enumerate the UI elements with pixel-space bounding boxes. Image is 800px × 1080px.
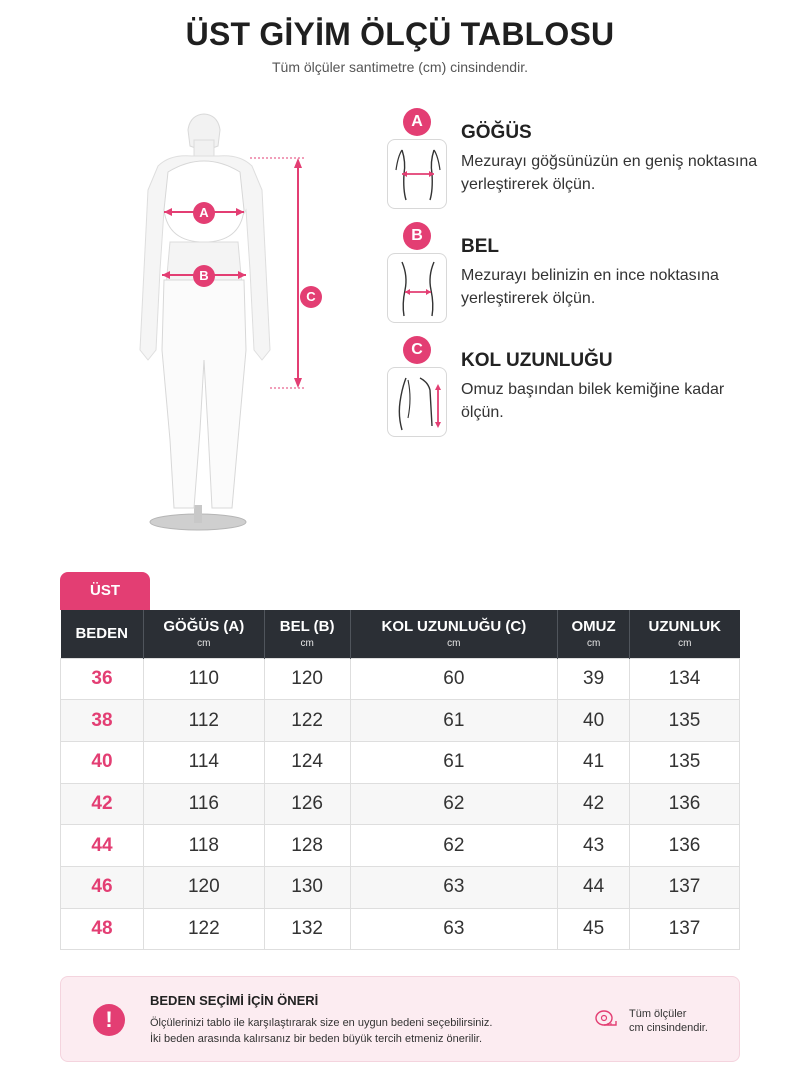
size-table (60, 610, 740, 950)
cell-gogus: 114 (143, 741, 264, 783)
cell-size: 44 (61, 825, 144, 867)
cell-kol: 62 (350, 825, 558, 867)
guide-waist (385, 222, 765, 336)
guide-badge-c: C (403, 336, 431, 364)
cell-uzunluk: 134 (630, 658, 740, 700)
tab-ust[interactable]: ÜST (60, 572, 150, 610)
header-gogus: GÖĞÜS (A) cm (143, 610, 264, 658)
recommendation-line-2: İki beden arasında kalırsanız bir beden büyük tercih etmeniz önerilir. (150, 1033, 483, 1045)
cell-uzunluk: 137 (630, 866, 740, 908)
cell-gogus: 122 (143, 908, 264, 950)
guide-chest (385, 108, 765, 222)
header-omuz: OMUZ cm (558, 610, 630, 658)
page-title: ÜST GİYİM ÖLÇÜ TABLOSU (185, 16, 615, 52)
header-beden: BEDEN (61, 610, 144, 658)
recommendation-box (60, 976, 740, 1062)
table-header-row (61, 610, 740, 658)
cell-omuz: 41 (558, 741, 630, 783)
units-note-line-2: cm cinsindendir. (629, 1022, 708, 1034)
cell-size: 40 (61, 741, 144, 783)
exclamation-icon: ! (93, 1004, 125, 1036)
guide-badge-a: A (403, 108, 431, 136)
page-subtitle: Tüm ölçüler santimetre (cm) cinsindendir. (272, 59, 528, 75)
cell-bel: 132 (264, 908, 350, 950)
cell-kol: 63 (350, 908, 558, 950)
cell-gogus: 120 (143, 866, 264, 908)
table-row (61, 908, 740, 950)
cell-size: 46 (61, 866, 144, 908)
cell-uzunluk: 135 (630, 741, 740, 783)
table-row (61, 741, 740, 783)
cell-size: 48 (61, 908, 144, 950)
cell-uzunluk: 136 (630, 783, 740, 825)
waist-measure-icon (387, 253, 447, 323)
table-row (61, 658, 740, 700)
cell-gogus: 116 (143, 783, 264, 825)
table-row (61, 866, 740, 908)
recommendation-text (150, 1015, 570, 1047)
cell-uzunluk: 137 (630, 908, 740, 950)
guide-desc-waist: Mezurayı belinizin en ince noktasına yerleştirerek ölçün. (461, 267, 719, 307)
guide-title-chest: GÖĞÜS (461, 122, 532, 143)
cell-kol: 63 (350, 866, 558, 908)
cell-omuz: 45 (558, 908, 630, 950)
cell-size: 38 (61, 700, 144, 742)
guide-desc-sleeve: Omuz başından bilek kemiğine kadar ölçün. (461, 381, 725, 421)
cell-bel: 130 (264, 866, 350, 908)
chest-measure-icon (387, 139, 447, 209)
cell-kol: 60 (350, 658, 558, 700)
cell-omuz: 43 (558, 825, 630, 867)
cell-uzunluk: 135 (630, 700, 740, 742)
guide-sleeve (385, 336, 765, 450)
figure-badge-b: B (193, 265, 215, 287)
cell-size: 42 (61, 783, 144, 825)
cell-size: 36 (61, 658, 144, 700)
cell-gogus: 110 (143, 658, 264, 700)
header-bel: BEL (B) cm (264, 610, 350, 658)
cell-gogus: 112 (143, 700, 264, 742)
cell-omuz: 42 (558, 783, 630, 825)
guide-badge-b: B (403, 222, 431, 250)
measurement-guides (385, 108, 765, 450)
cell-kol: 61 (350, 700, 558, 742)
recommendation-line-1: Ölçülerinizi tablo ile karşılaştırarak size en uygun bedeni seçebilirsiniz. (150, 1017, 493, 1029)
cell-bel: 124 (264, 741, 350, 783)
cell-uzunluk: 136 (630, 825, 740, 867)
table-row (61, 825, 740, 867)
units-note-line-1: Tüm ölçüler (629, 1008, 687, 1020)
measuring-tape-icon (595, 1008, 617, 1030)
cell-kol: 62 (350, 783, 558, 825)
figure-badge-a: A (193, 202, 215, 224)
cell-kol: 61 (350, 741, 558, 783)
cell-omuz: 39 (558, 658, 630, 700)
table-row (61, 700, 740, 742)
cell-gogus: 118 (143, 825, 264, 867)
table-row (61, 783, 740, 825)
cell-omuz: 40 (558, 700, 630, 742)
guide-title-sleeve: KOL UZUNLUĞU (461, 350, 613, 371)
cell-omuz: 44 (558, 866, 630, 908)
recommendation-title: BEDEN SEÇİMİ İÇİN ÖNERİ (150, 993, 319, 1008)
header-kol-uzunlugu: KOL UZUNLUĞU (C) cm (350, 610, 558, 658)
header-uzunluk: UZUNLUK cm (630, 610, 740, 658)
sleeve-measure-icon (387, 367, 447, 437)
guide-desc-chest: Mezurayı göğsünüzün en geniş noktasına yerleştirerek ölçün. (461, 153, 758, 193)
figure-badge-c: C (300, 286, 322, 308)
cell-bel: 120 (264, 658, 350, 700)
cell-bel: 128 (264, 825, 350, 867)
cell-bel: 126 (264, 783, 350, 825)
cell-bel: 122 (264, 700, 350, 742)
guide-title-waist: BEL (461, 236, 499, 257)
page-header (0, 16, 800, 75)
mannequin-figure (130, 110, 330, 535)
